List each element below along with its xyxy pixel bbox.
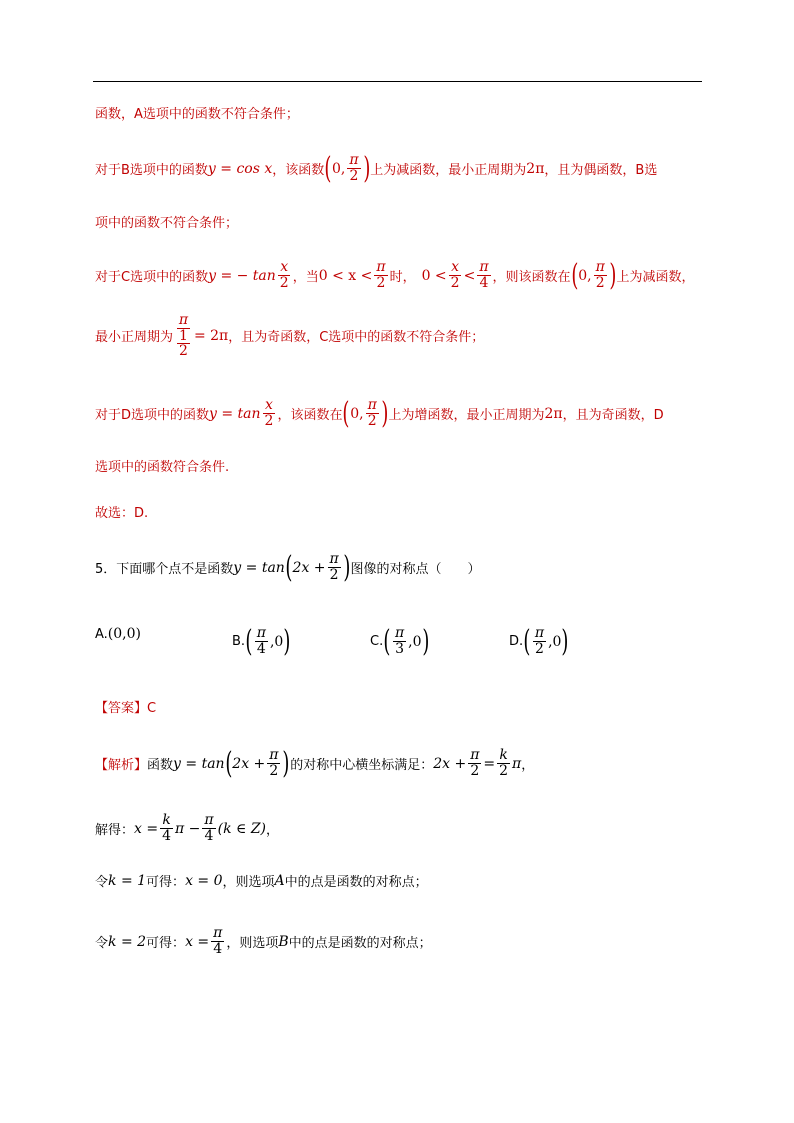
text: ，该函数在 <box>277 408 343 423</box>
text: ，且为偶函数，B选 <box>544 163 658 178</box>
fraction: $\frac{\pi}{2}$ <box>376 259 386 291</box>
fraction: $\frac{k}{2}$ <box>499 747 509 779</box>
math: = <box>483 755 496 772</box>
math: π <box>512 755 522 772</box>
text: 上为增函数，最小正周期为 <box>388 408 545 423</box>
math: π − <box>175 820 201 837</box>
answer <box>95 697 156 716</box>
text: 函数 <box>147 758 174 773</box>
math: = 2π <box>193 327 229 344</box>
math: 2x + <box>232 755 266 772</box>
choice-label: A. <box>95 626 108 642</box>
paren-right: ) <box>609 257 617 293</box>
math: 0 < x < <box>318 267 373 284</box>
math: 0, <box>350 405 364 422</box>
text: 令 <box>95 875 109 890</box>
line-b-option-cont <box>95 212 238 231</box>
fraction: $\frac{x}{2}$ <box>450 259 460 291</box>
text: 解得： <box>95 823 135 838</box>
math: B <box>278 933 289 950</box>
fraction: $\frac{\pi}{2}$ <box>269 747 279 779</box>
fraction: $\frac{\pi}{2}$ <box>349 152 359 184</box>
text: ，当 <box>292 270 319 285</box>
choice-c[interactable] <box>370 623 429 659</box>
text: 故选：D. <box>95 506 149 521</box>
math: k = 1 <box>108 872 147 889</box>
math: x = <box>134 820 159 837</box>
math: ,0 <box>408 633 422 650</box>
text: ， <box>521 758 535 773</box>
text: ，且为奇函数，D <box>562 408 664 423</box>
fraction: $\frac{\pi}{2}$ <box>329 551 339 583</box>
paren-left: ( <box>570 257 578 293</box>
paren-right: ) <box>421 623 429 659</box>
text: 图像的对称点（ ） <box>350 562 481 577</box>
fraction: $\frac{\pi}{2}$ <box>595 259 605 291</box>
solve <box>95 813 279 844</box>
math: y = − tan <box>208 267 276 284</box>
math: 0, <box>578 267 592 284</box>
line-b-option <box>95 150 658 186</box>
math: 0, <box>332 160 346 177</box>
label: 【解析】 <box>95 758 148 773</box>
line-d-option <box>95 395 664 431</box>
math: 0 < <box>421 267 447 284</box>
analysis <box>95 745 535 781</box>
text: 可得： <box>146 936 186 951</box>
math: A <box>274 872 285 889</box>
math: y = tan <box>173 755 225 772</box>
fraction: $\frac{\pi}{2}$ <box>534 625 545 657</box>
text: 函数，A选项中的函数不符合条件； <box>95 107 299 122</box>
math: y = tan <box>233 559 285 576</box>
fraction: $\frac{\pi}{2}$ <box>367 397 377 429</box>
text: 选项中的函数符合条件. <box>95 460 230 475</box>
text: 最小正周期为 <box>95 330 174 345</box>
text: 项中的函数不符合条件； <box>95 216 239 231</box>
paren-left: ( <box>383 623 391 659</box>
paren-right: ) <box>561 623 569 659</box>
fraction: $\frac{\pi}{3}$ <box>394 625 405 657</box>
question-5 <box>95 549 481 585</box>
paren-left: ( <box>324 150 332 186</box>
math: 2x + <box>433 755 467 772</box>
choice-a[interactable] <box>95 626 141 642</box>
conclusion <box>95 502 148 521</box>
fraction: $\frac{x}{2}$ <box>264 397 274 429</box>
choice-value: (0,0) <box>107 626 141 642</box>
paren-right: ) <box>283 623 291 659</box>
paren-left: ( <box>285 549 293 585</box>
choice-d[interactable] <box>509 623 569 659</box>
header-rule <box>93 81 702 82</box>
text: 【答案】C <box>95 701 157 716</box>
text: 对于C选项中的函数 <box>95 270 209 285</box>
fraction: $\frac{\pi}{4}$ <box>204 812 214 844</box>
text: 5．下面哪个点不是函数 <box>95 562 234 577</box>
choice-b[interactable] <box>232 623 291 659</box>
text: 上为减函数， <box>616 270 695 285</box>
line-c-option <box>95 257 695 293</box>
math: < <box>463 267 476 284</box>
k2-line <box>95 926 432 957</box>
k1-line <box>95 871 428 890</box>
paren-left: ( <box>523 623 531 659</box>
text: ，且为奇函数，C选项中的函数不符合条件； <box>228 330 485 345</box>
paren-right: ) <box>282 745 290 781</box>
text: 上为减函数，最小正周期为 <box>370 163 527 178</box>
fraction: $\frac{x}{2}$ <box>279 259 289 291</box>
paren-left: ( <box>342 395 350 431</box>
text: 中的点是函数的对称点； <box>284 875 428 890</box>
fraction: $\frac{\pi}{4}$ <box>256 625 266 657</box>
math: (k ∈ Z) <box>217 820 267 837</box>
fraction: $\frac{\pi}{4}$ <box>479 259 489 291</box>
math: ,0 <box>548 633 562 650</box>
paren-left: ( <box>224 745 232 781</box>
text: 可得： <box>146 875 186 890</box>
math: y = tan <box>209 405 261 422</box>
math: 2π <box>544 405 563 422</box>
text: ，则选项 <box>222 875 275 890</box>
paren-right: ) <box>343 549 351 585</box>
fraction: $\frac{\pi}{4}$ <box>213 925 223 957</box>
choice-label: D. <box>509 634 524 649</box>
math: x = 0 <box>185 872 223 889</box>
line-c-option-cont <box>95 313 484 358</box>
text: ，该函数 <box>272 163 325 178</box>
text: 令 <box>95 936 109 951</box>
math: 2x + <box>292 559 326 576</box>
text: ，则该函数在 <box>492 270 571 285</box>
text: 的对称中心横坐标满足： <box>290 758 434 773</box>
text: 中的点是函数的对称点； <box>288 936 432 951</box>
math: k = 2 <box>108 933 147 950</box>
math-func: y = cos x <box>207 160 273 177</box>
text: 对于D选项中的函数 <box>95 408 210 423</box>
text: ， <box>266 823 280 838</box>
text: 对于B选项中的函数 <box>95 163 208 178</box>
text: ，则选项 <box>226 936 279 951</box>
compound-fraction: π 1 2 <box>178 312 189 359</box>
text: 时， <box>389 270 416 285</box>
math: 2π <box>526 160 545 177</box>
math: x = <box>185 933 210 950</box>
paren-right: ) <box>362 150 370 186</box>
line-d-option-cont <box>95 456 229 475</box>
fraction: $\frac{\pi}{2}$ <box>470 747 480 779</box>
choice-label: C. <box>370 634 384 649</box>
choice-label: B. <box>232 634 246 649</box>
paren-right: ) <box>381 395 389 431</box>
line-a-conclusion <box>95 103 299 122</box>
paren-left: ( <box>245 623 253 659</box>
math: ,0 <box>269 633 284 650</box>
fraction: $\frac{k}{4}$ <box>162 812 172 844</box>
